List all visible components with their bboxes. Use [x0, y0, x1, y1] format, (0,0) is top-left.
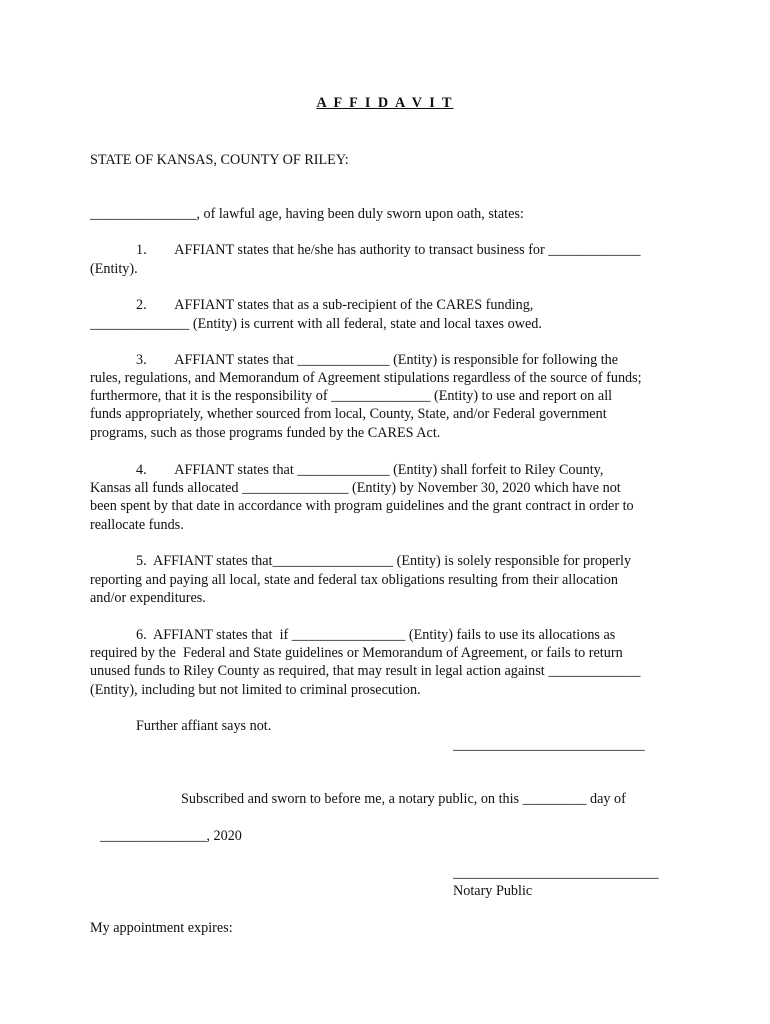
para1-line2: (Entity).	[90, 261, 138, 277]
para2-line2: ______________ (Entity) is current with all federal, state and local taxes owed.	[90, 316, 542, 332]
para5-line1: 5. AFFIANT states that_________________ (Entity) is solely responsible for properly	[136, 553, 632, 569]
para4-line1: 4. AFFIANT states that _____________ (Entity) shall forfeit to Riley County,	[136, 462, 604, 478]
para4-line2: Kansas all funds allocated _______________ (Entity) by November 30, 2020 which have not	[90, 480, 621, 496]
para6-line1: 6. AFFIANT states that if ________________ (Entity) fails to use its allocations as	[136, 627, 616, 643]
para5-line2: reporting and paying all local, state and federal tax obligations resulting from their allocation	[90, 572, 618, 588]
para3-line1: 3. AFFIANT states that _____________ (Entity) is responsible for following the	[136, 352, 619, 368]
date-line: _______________, 2020	[100, 828, 242, 844]
closing-line: Further affiant says not.	[136, 718, 272, 734]
intro-line: _______________, of lawful age, having been duly sworn upon oath, states:	[90, 206, 524, 222]
para3-line5: programs, such as those programs funded by the CARES Act.	[90, 425, 441, 441]
notary-signature-line: _____________________________	[453, 865, 659, 881]
para3-line2: rules, regulations, and Memorandum of Agreement stipulations regardless of the source of funds;	[90, 370, 642, 386]
para6-line4: (Entity), including but not limited to criminal prosecution.	[90, 682, 421, 698]
para4-line4: reallocate funds.	[90, 517, 184, 533]
appointment-line: My appointment expires:	[90, 920, 233, 936]
para3-line3: furthermore, that it is the responsibility of ______________ (Entity) to use and report on all	[90, 388, 613, 404]
para3-line4: funds appropriately, whether sourced from local, County, State, and/or Federal government	[90, 406, 607, 422]
document-title: A F F I D A V I T	[316, 95, 454, 111]
venue-line: STATE OF KANSAS, COUNTY OF RILEY:	[90, 152, 349, 168]
para4-line3: been spent by that date in accordance with program guidelines and the grant contract in order to	[90, 498, 634, 514]
para5-line3: and/or expenditures.	[90, 590, 206, 606]
para1-line1: 1. AFFIANT states that he/she has authority to transact business for _____________	[136, 242, 641, 258]
para6-line3: unused funds to Riley County as required, that may result in legal action against _____________	[90, 663, 641, 679]
notary-label: Notary Public	[453, 883, 533, 899]
affiant-signature-line: ___________________________	[453, 737, 645, 753]
para6-line2: required by the Federal and State guidelines or Memorandum of Agreement, or fails to return	[90, 645, 623, 661]
para2-line1: 2. AFFIANT states that as a sub-recipient of the CARES funding,	[136, 297, 534, 313]
jurat-line: Subscribed and sworn to before me, a notary public, on this _________ day of	[181, 791, 626, 807]
